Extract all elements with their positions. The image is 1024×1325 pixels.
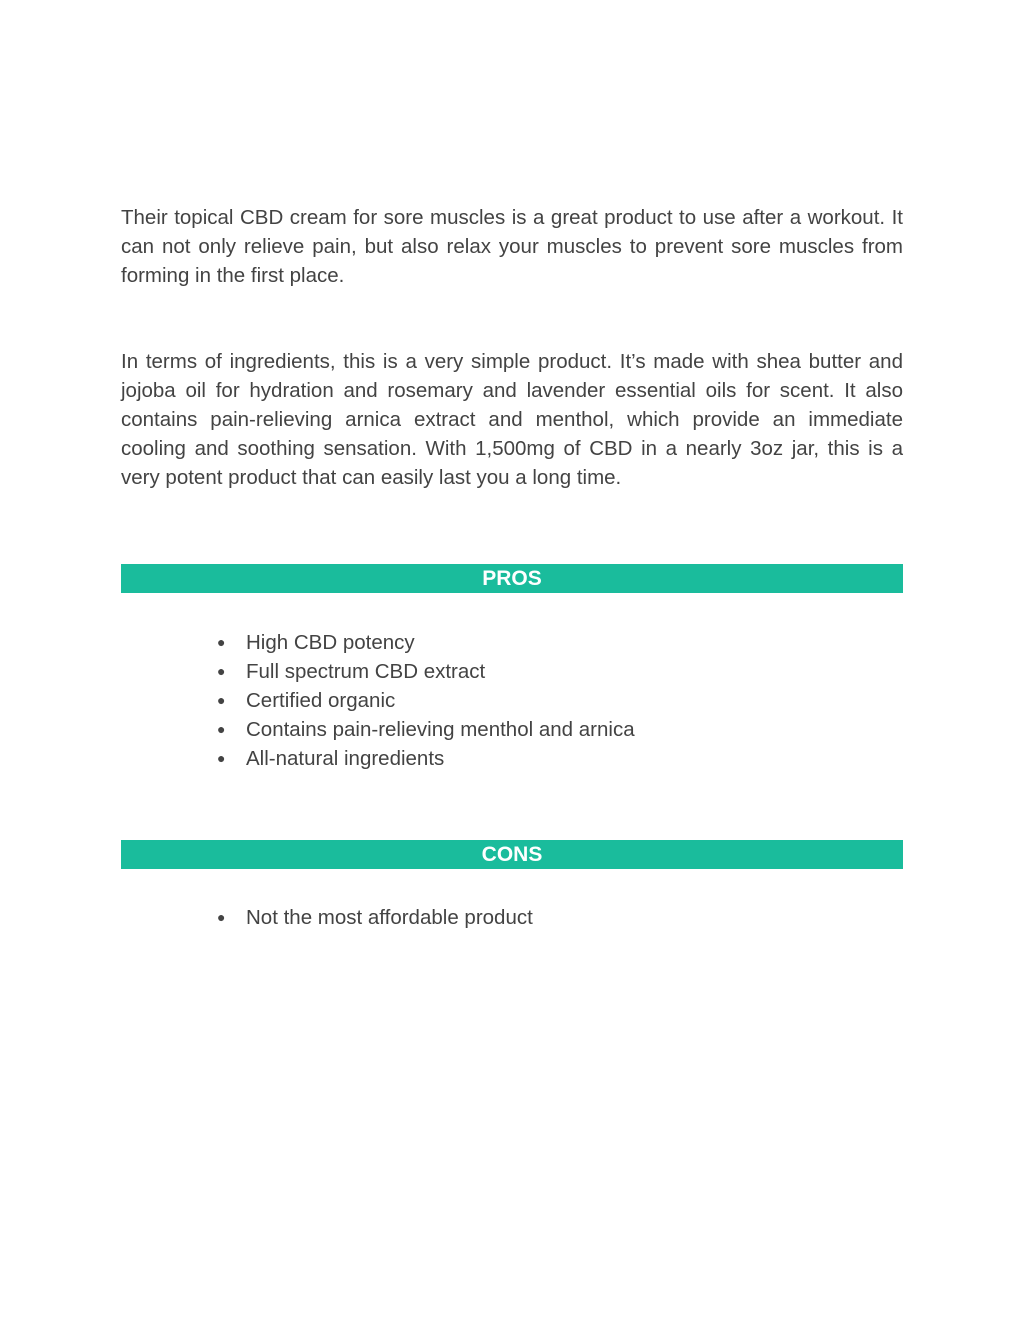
list-item: [217, 715, 903, 744]
pros-item-text: Certified organic: [246, 689, 396, 712]
cons-item-text: Not the most affordable product: [246, 906, 533, 929]
list-item: [217, 657, 903, 686]
bullet-icon: ●: [217, 909, 226, 925]
cons-list: [121, 903, 903, 932]
intro-paragraph: Their topical CBD cream for sore muscles is a great product to use after a workout. It can not only relieve pain, but also relax your muscles to prevent sore muscles from forming in the first place.: [121, 206, 903, 287]
document-body: [121, 203, 903, 932]
list-item: [217, 628, 903, 657]
ingredients-paragraph: In terms of ingredients, this is a very simple product. It’s made with shea butter and jojoba oil for hydration and rosemary and lavender essential oils for scent. It also contains pain-relieving arnica extract and menthol, which provide an immediate cooling and soothing sensation. With 1,500mg of CBD in a nearly 3oz jar, this is a very potent product that can easily last you a long time.: [121, 350, 903, 489]
bullet-icon: ●: [217, 663, 226, 679]
pros-item-text: Contains pain-relieving menthol and arnica: [246, 718, 635, 741]
list-item: [217, 686, 903, 715]
bullet-icon: ●: [217, 750, 226, 766]
list-item: [217, 903, 903, 932]
pros-item-text: High CBD potency: [246, 631, 415, 654]
bullet-icon: ●: [217, 634, 226, 650]
pros-list: [121, 628, 903, 773]
pros-item-text: All-natural ingredients: [246, 747, 445, 770]
pros-item-text: Full spectrum CBD extract: [246, 660, 486, 683]
cons-heading: CONS: [121, 840, 903, 869]
pros-heading: PROS: [121, 564, 903, 593]
list-item: [217, 744, 903, 773]
bullet-icon: ●: [217, 692, 226, 708]
bullet-icon: ●: [217, 721, 226, 737]
